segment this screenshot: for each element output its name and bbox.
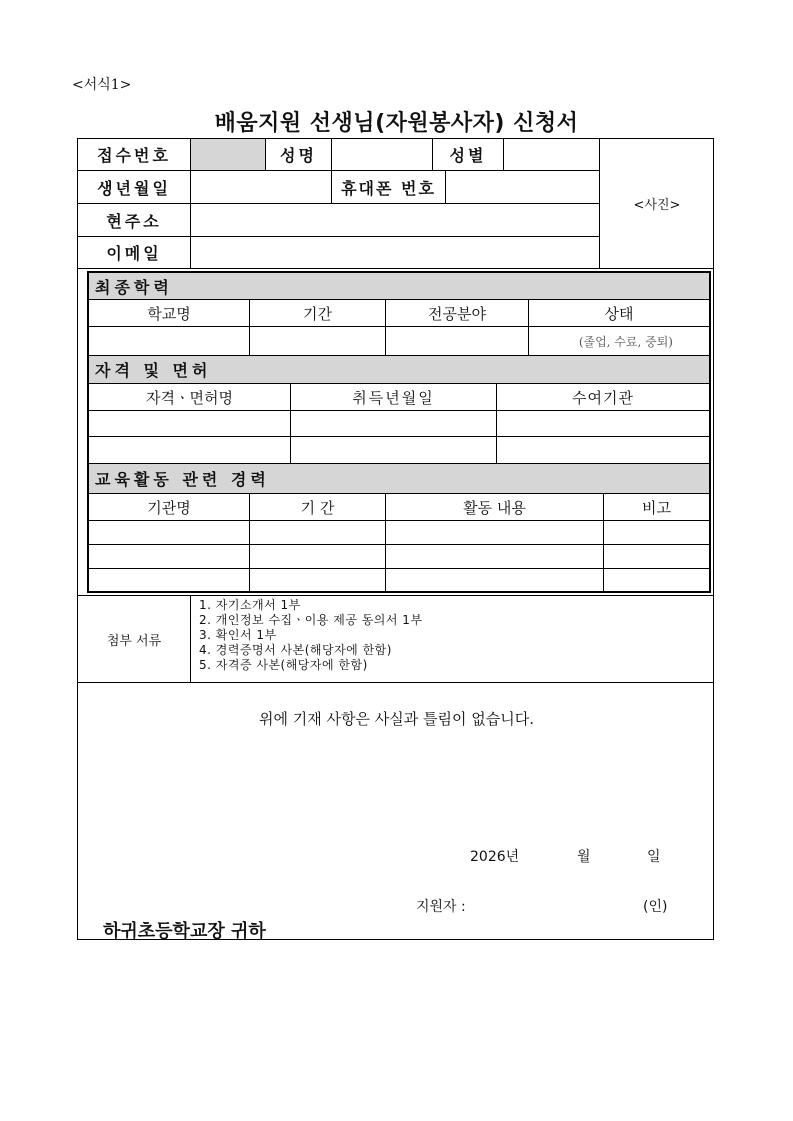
career-col-period: 기 간 <box>300 498 335 517</box>
date-year: 2026년 <box>470 849 520 865</box>
edu-col-status: 상태 <box>604 304 634 323</box>
attachments-list <box>199 598 423 673</box>
pledge-statement: 위에 기재 사항은 사실과 틀림이 없습니다. <box>259 710 534 728</box>
lic-col-date: 취득년월일 <box>352 388 435 407</box>
seal-mark: (인) <box>643 899 668 915</box>
career-row3-activity[interactable] <box>386 569 603 591</box>
lic-col-name: 자격ㆍ면허명 <box>146 388 233 407</box>
addressee: 하귀초등학교장 귀하 <box>103 921 266 942</box>
education-header: 최종학력 <box>89 273 709 300</box>
name-field[interactable] <box>332 139 432 170</box>
career-row2-activity[interactable] <box>386 545 603 568</box>
career-col-activity: 활동 내용 <box>463 498 526 517</box>
edu-col-school: 학교명 <box>147 304 191 323</box>
career-row3-org[interactable] <box>89 569 249 591</box>
career-row3-note[interactable] <box>604 569 709 591</box>
email-label: 이메일 <box>106 244 162 263</box>
phone-field[interactable] <box>446 171 599 203</box>
birth-date-label: 생년월일 <box>97 178 171 198</box>
lic-row2-date[interactable] <box>291 437 496 463</box>
edu-col-period: 기간 <box>303 304 332 323</box>
form-number-label: <서식1> <box>72 77 132 93</box>
receipt-number-field <box>191 139 265 170</box>
date-month[interactable]: 월 <box>577 849 591 865</box>
address-field[interactable] <box>191 204 599 236</box>
edu-period-field[interactable] <box>250 327 385 355</box>
gender-label: 성별 <box>449 146 487 165</box>
lic-row1-name[interactable] <box>89 411 290 436</box>
receipt-number-label: 접수번호 <box>97 146 171 165</box>
phone-label: 휴대폰 번호 <box>341 178 436 198</box>
career-col-org: 기관명 <box>147 498 191 517</box>
career-col-note: 비고 <box>642 498 671 517</box>
career-row2-note[interactable] <box>604 545 709 568</box>
edu-major-field[interactable] <box>386 327 528 355</box>
attachment-item: 2. 개인정보 수집ㆍ이용 제공 동의서 1부 <box>199 613 423 627</box>
career-row1-activity[interactable] <box>386 521 603 544</box>
birth-date-field[interactable] <box>191 171 331 203</box>
license-header: 자격 및 면허 <box>89 356 709 383</box>
career-row1-note[interactable] <box>604 521 709 544</box>
career-header: 교육활동 관련 경력 <box>89 464 709 493</box>
attachment-item: 3. 확인서 1부 <box>199 628 277 642</box>
photo-placeholder[interactable]: <사진> <box>633 198 681 213</box>
applicant-label: 지원자 : <box>416 899 466 915</box>
lic-row2-name[interactable] <box>89 437 290 463</box>
career-row3-period[interactable] <box>250 569 385 591</box>
attachment-item: 4. 경력증명서 사본(해당자에 한함) <box>199 643 392 657</box>
email-field[interactable] <box>191 237 599 268</box>
date-day[interactable]: 일 <box>647 849 661 865</box>
edu-col-major: 전공분야 <box>428 304 486 323</box>
career-row1-period[interactable] <box>250 521 385 544</box>
edu-school-field[interactable] <box>89 327 249 355</box>
lic-row1-date[interactable] <box>291 411 496 436</box>
attachments-label: 첨부 서류 <box>106 633 162 649</box>
lic-col-issuer: 수여기관 <box>572 388 634 407</box>
name-label: 성명 <box>280 146 317 165</box>
applicant-signature-field[interactable] <box>490 892 630 914</box>
career-row1-org[interactable] <box>89 521 249 544</box>
lic-row1-issuer[interactable] <box>497 411 709 436</box>
document-title: 배움지원 선생님(자원봉사자) 신청서 <box>214 111 579 136</box>
career-row2-period[interactable] <box>250 545 385 568</box>
attachment-item: 1. 자기소개서 1부 <box>199 598 301 612</box>
edu-status-hint: (졸업, 수료, 중퇴) <box>578 334 673 349</box>
attachment-item: 5. 자격증 사본(해당자에 한함) <box>199 658 368 672</box>
gender-field[interactable] <box>504 139 599 170</box>
career-row2-org[interactable] <box>89 545 249 568</box>
lic-row2-issuer[interactable] <box>497 437 709 463</box>
address-label: 현주소 <box>106 211 162 231</box>
